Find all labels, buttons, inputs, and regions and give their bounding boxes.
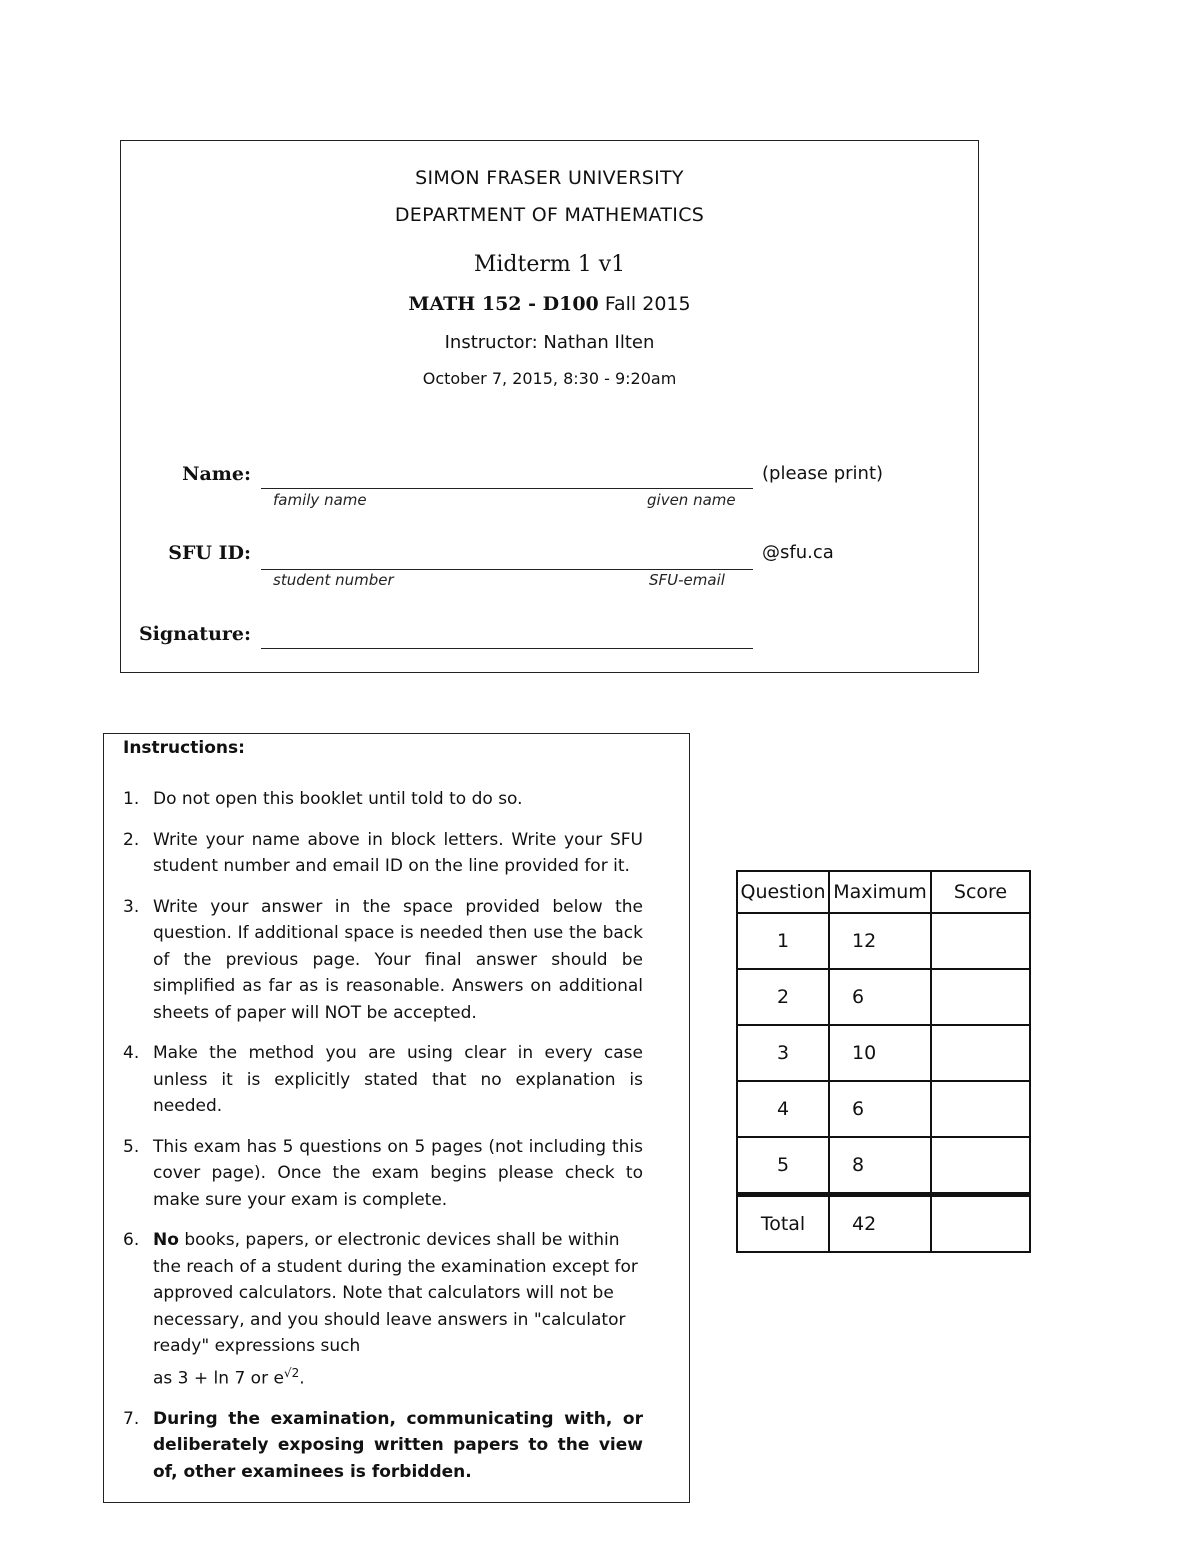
- instructions-box: [103, 733, 690, 1503]
- score-cell[interactable]: [931, 1081, 1030, 1137]
- sfu-id-field[interactable]: [261, 569, 753, 570]
- name-label: Name:: [182, 463, 251, 485]
- instructor: Instructor: Nathan Ilten: [444, 332, 655, 353]
- name-suffix: (please print): [762, 463, 884, 484]
- score-cell[interactable]: [931, 913, 1030, 969]
- score-cell[interactable]: [931, 969, 1030, 1025]
- exam-header: [120, 140, 979, 673]
- score-table: [736, 870, 1031, 1253]
- instruction-item: 6. No books, papers, or electronic devices shall be within the reach of a student during the examination except for approved calculators. Note that calculators will not be necessary, and you should leave answers in "calculator ready" expressions such as 3 + ln 7 or $e^{√2}$.: [123, 1230, 638, 1389]
- family-name-hint: family name: [273, 491, 367, 509]
- instruction-item: 4. Make the method you are using clear in every case unless it is explicitly stated that no explanation is needed.: [123, 1043, 643, 1116]
- total-row: [737, 1195, 1030, 1253]
- instruction-item: 1. Do not open this booklet until told to do so.: [123, 789, 523, 809]
- total-maximum: 42: [829, 1195, 931, 1253]
- exam-title: Midterm 1 v1: [473, 252, 626, 277]
- signature-field[interactable]: [261, 648, 753, 649]
- sfu-email-hint: SFU-email: [649, 571, 725, 589]
- score-header: Score: [931, 871, 1030, 913]
- course-code: MATH 152 - D100: [408, 293, 599, 315]
- name-field[interactable]: [261, 488, 753, 489]
- course-line: [121, 293, 978, 315]
- instruction-item: 7. During the examination, communicating with, or deliberately exposing written papers to the view of, other examinees is forbidden.: [123, 1408, 643, 1482]
- instruction-item: 2. Write your name above in block letters. Write your SFU student number and email ID on the line provided for it.: [123, 829, 643, 876]
- instruction-item: 3. Write your answer in the space provided below the question. If additional space is needed then use the back of the previous page. Your final answer should be simplified as far as is reasonable. Answers on additional sheets of paper will NOT be accepted.: [123, 896, 643, 1023]
- department-name: DEPARTMENT OF MATHEMATICS: [394, 204, 705, 226]
- question-header: Question: [737, 871, 829, 913]
- sfu-id-label: SFU ID:: [168, 542, 251, 564]
- instruction-item: 5. This exam has 5 questions on 5 pages (not including this cover page). Once the exam begins please check to make sure your exam is complete.: [123, 1136, 643, 1210]
- instructions-heading: Instructions:: [123, 738, 245, 758]
- total-score-cell[interactable]: [931, 1195, 1030, 1253]
- score-table-header: [737, 871, 1030, 913]
- table-row: 3 10: [737, 1025, 1030, 1081]
- score-cell[interactable]: [931, 1025, 1030, 1081]
- term: Fall 2015: [604, 293, 691, 315]
- signature-label: Signature:: [138, 623, 251, 645]
- table-row: 1 12: [737, 913, 1030, 969]
- table-row: 2 6: [737, 969, 1030, 1025]
- score-cell[interactable]: [931, 1137, 1030, 1195]
- table-row: 5 8: [737, 1137, 1030, 1195]
- student-number-hint: student number: [273, 571, 394, 589]
- university-name: SIMON FRASER UNIVERSITY: [415, 167, 684, 189]
- sfu-email-suffix: @sfu.ca: [762, 542, 834, 563]
- given-name-hint: given name: [647, 491, 736, 509]
- instructions-list: [123, 786, 643, 1499]
- exam-date: October 7, 2015, 8:30 - 9:20am: [422, 369, 677, 388]
- maximum-header: Maximum: [829, 871, 931, 913]
- total-label: Total: [737, 1195, 829, 1253]
- table-row: 4 6: [737, 1081, 1030, 1137]
